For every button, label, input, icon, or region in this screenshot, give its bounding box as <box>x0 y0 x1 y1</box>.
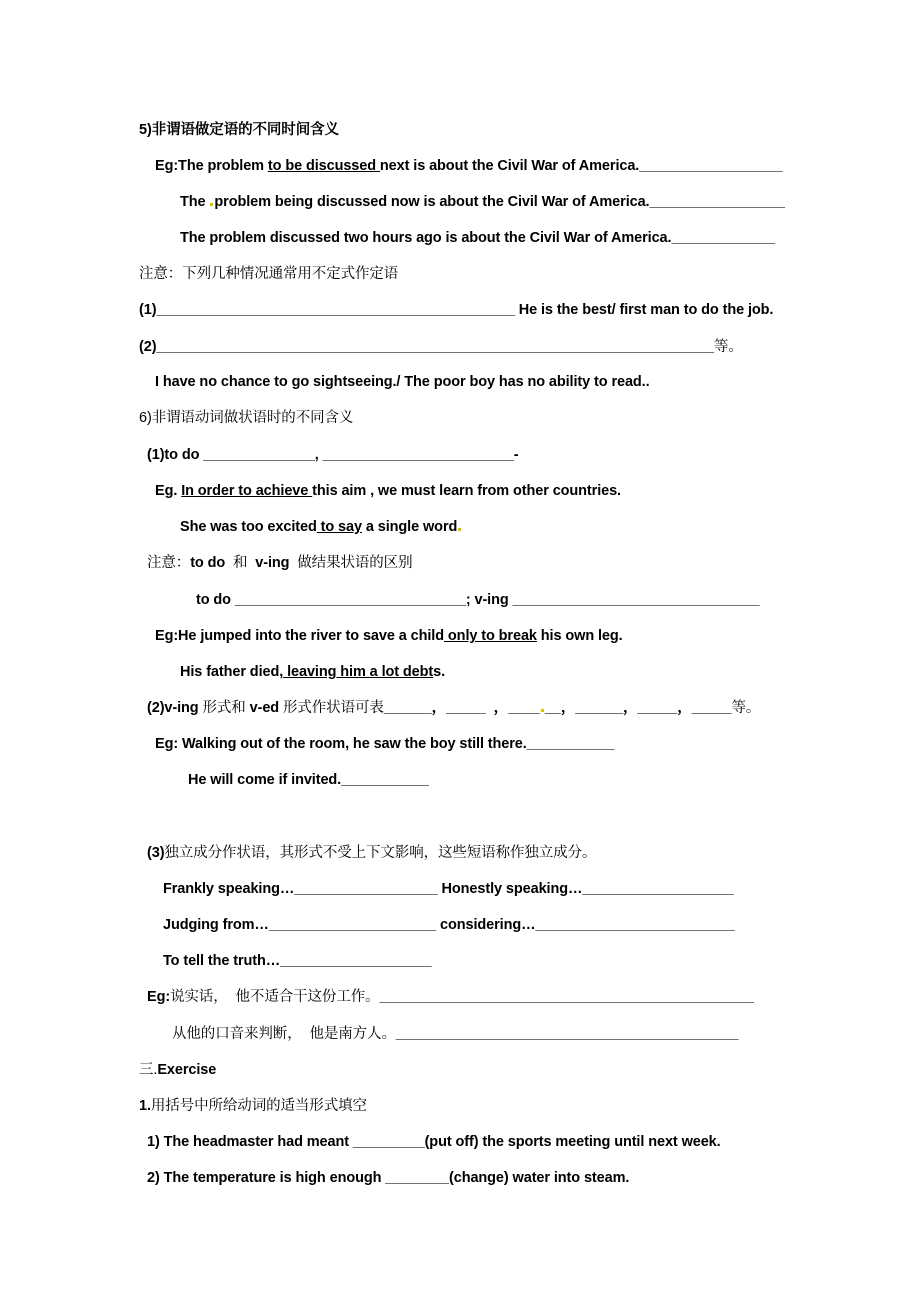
sec6-example-3: Eg:He jumped into the river to save a child only to break his own leg. <box>155 628 623 644</box>
sec6-example-4: His father died, leaving him a lot debts. <box>180 664 446 680</box>
sec6-example-2: She was too excited to say a single word <box>180 517 462 537</box>
sec6-point-1: (1)to do ______________, ________________________- <box>147 447 519 463</box>
sec6-point-2: (2)v-ing 形式和 v-ed 形式作状语可表______，_____ ，____ __，______，_____，_____等。 <box>147 700 761 716</box>
section-5-heading: 5)非谓语做定语的不同时间含义 <box>139 122 339 138</box>
sec5-example-sentence: I have no chance to go sightseeing./ The poor boy has no ability to read.. <box>155 374 650 390</box>
phrase-line-2: Judging from…_____________________ considering…_________________________ <box>163 917 735 933</box>
mark-dot <box>541 709 544 712</box>
mark-dot <box>210 203 213 206</box>
sec5-note: 注意：下列几种情况通常用不定式作定语 <box>139 266 399 282</box>
sec6-example-8: 从他的口音来判断， 他是南方人。___________________________________________ <box>172 1026 739 1042</box>
exercise-task-1: 1.用括号中所给动词的适当形式填空 <box>139 1098 367 1114</box>
sec6-example-7: Eg:说实话， 他不适合干这份工作。_______________________________________________ <box>147 989 754 1005</box>
sec5-item-2: (2)______________________________________________________________________等。 <box>139 339 743 355</box>
section-6-heading: 6)非谓语动词做状语时的不同含义 <box>139 410 354 426</box>
section-3-heading: 三.Exercise <box>139 1062 217 1078</box>
phrase-line-1: Frankly speaking…__________________ Honestly speaking…___________________ <box>163 881 734 897</box>
sec6-compare-line: to do _____________________________; v-ing _______________________________ <box>196 592 760 608</box>
sec5-example-3: The problem discussed two hours ago is about the Civil War of America._____________ <box>180 230 775 246</box>
sec6-example-6: He will come if invited.___________ <box>188 772 429 788</box>
sec6-point-3: (3)独立成分作状语，其形式不受上下文影响，这些短语称作独立成分。 <box>147 845 597 861</box>
sec5-item-1: (1)_____________________________________________ He is the best/ first man to do the job. <box>139 302 774 318</box>
sec6-example-1: Eg. In order to achieve this aim , we must learn from other countries. <box>155 483 621 499</box>
question-2: 2) The temperature is high enough ________(change) water into steam. <box>147 1170 630 1186</box>
question-1: 1) The headmaster had meant _________(put off) the sports meeting until next week. <box>147 1134 721 1150</box>
mark-dot <box>458 528 461 531</box>
sec6-note: 注意：to do 和 v-ing 做结果状语的区别 <box>147 555 413 571</box>
phrase-line-3: To tell the truth…___________________ <box>163 953 432 969</box>
sec5-example-2: The problem being discussed now is about the Civil War of America._________________ <box>180 194 785 210</box>
sec6-example-5: Eg: Walking out of the room, he saw the boy still there.___________ <box>155 736 615 752</box>
sec5-example-1: Eg:The problem to be discussed next is about the Civil War of America.__________________ <box>155 158 783 174</box>
